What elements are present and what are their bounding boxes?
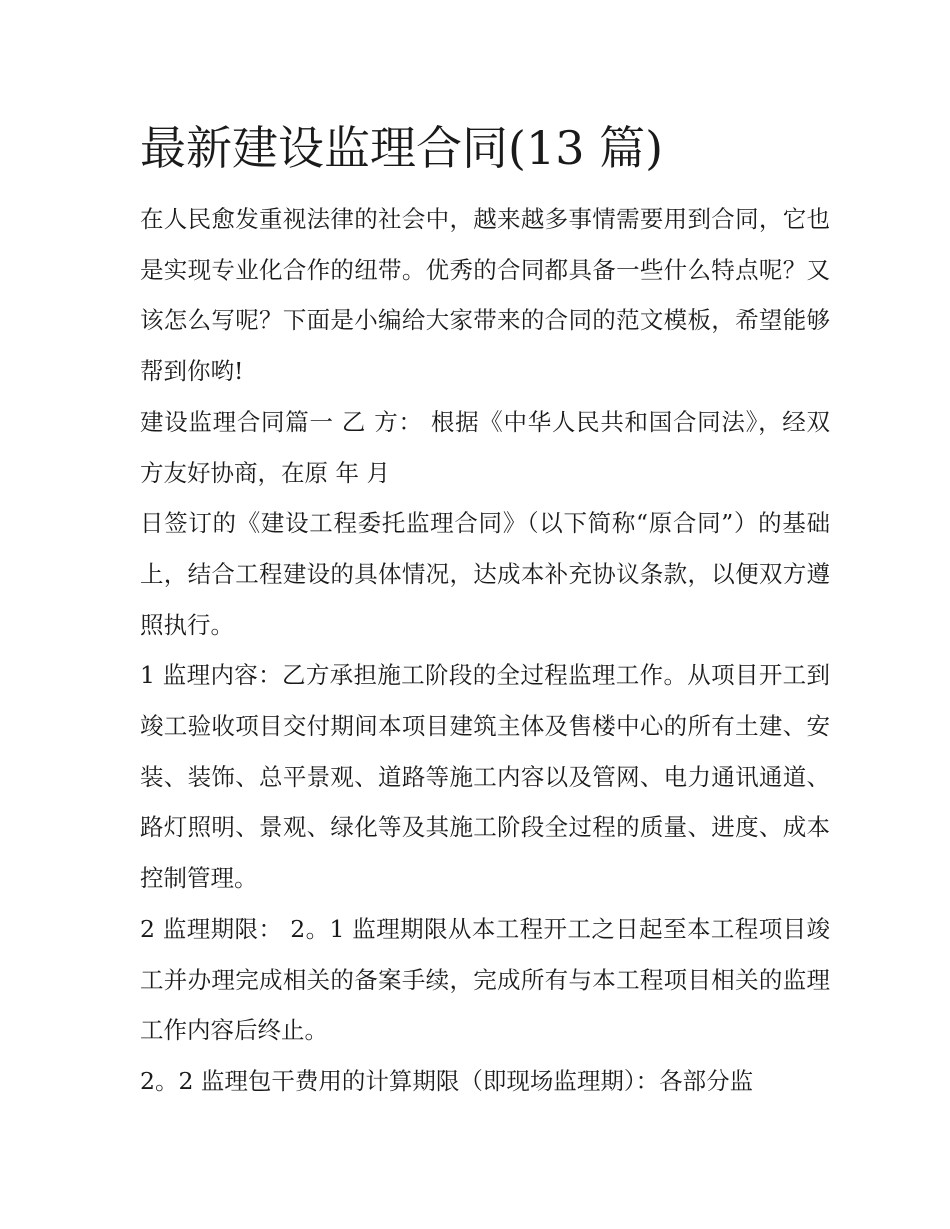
document-page <box>140 112 830 1107</box>
paragraph-contract-part-1: 建设监理合同篇一 乙 方： 根据《中华人民共和国合同法》，经双方友好协商，在原 年 月 <box>140 407 830 487</box>
document-title: 最新建设监理合同(13 篇) <box>140 121 664 175</box>
document-body <box>140 194 830 1107</box>
paragraph-supervision-period: 2 监理期限： 2。1 监理期限从本工程开工之日起至本工程项目竣工并办理完成相关的备案手续，完成所有与本工程项目相关的监理工作内容后终止。 <box>140 914 830 1045</box>
paragraph-fee-period: 2。2 监理包干费用的计算期限（即现场监理期）：各部分监 <box>140 1066 754 1095</box>
paragraph-original-contract: 日签订的《建设工程委托监理合同》（以下简称“原合同”）的基础上，结合工程建设的具体情况，达成本补充协议条款，以便双方遵照执行。 <box>140 509 830 639</box>
paragraph-supervision-content: 1 监理内容：乙方承担施工阶段的全过程监理工作。从项目开工到竣工验收项目交付期间本项目建筑主体及售楼中心的所有土建、安装、装饰、总平景观、道路等施工内容以及管网、电力通讯通道、路灯照明、景观、绿化等及其施工阶段全过程的质量、进度、成本控制管理。 <box>140 661 830 893</box>
paragraph-intro: 在人民愈发重视法律的社会中，越来越多事情需要用到合同，它也是实现专业化合作的纽带。优秀的合同都具备一些什么特点呢？又该怎么写呢？下面是小编给大家带来的合同的范文模板，希望能够帮到你哟! <box>140 205 830 386</box>
